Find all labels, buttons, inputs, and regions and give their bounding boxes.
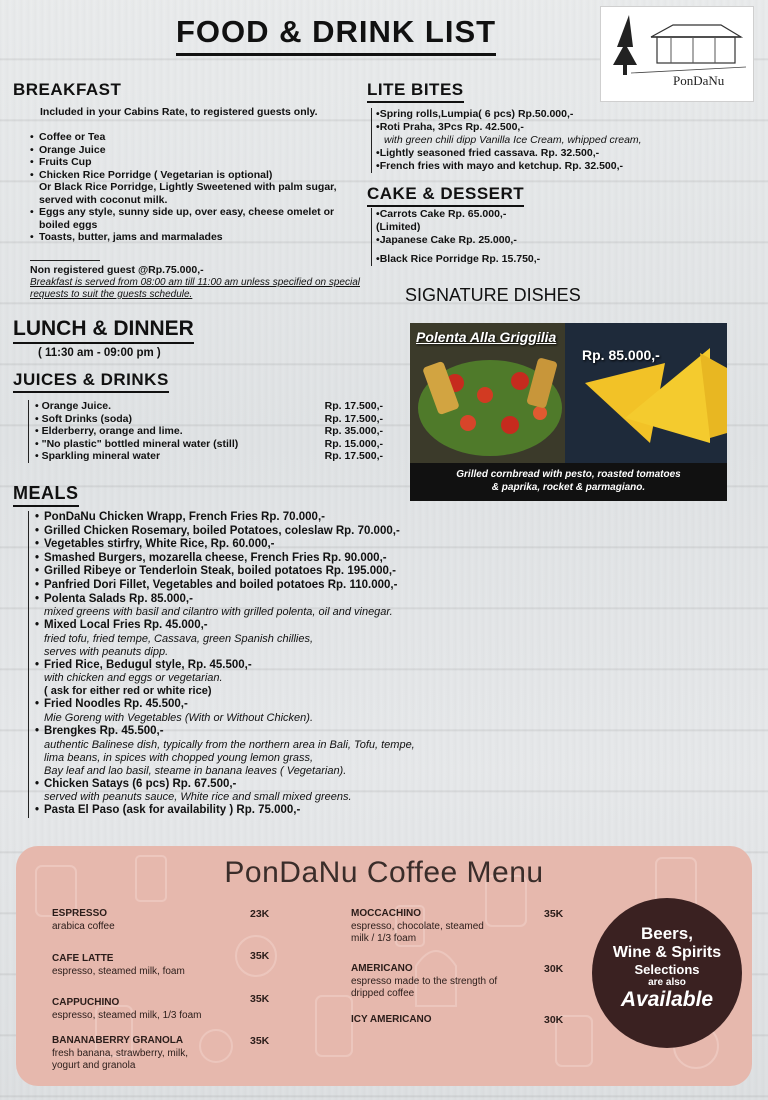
- coffee-item: ESPRESSO arabica coffee: [52, 908, 115, 932]
- juice-price: Rp. 15.000,-: [324, 437, 383, 450]
- lunch-hours: ( 11:30 am - 09:00 pm ): [38, 347, 161, 359]
- breakfast-heading: BREAKFAST: [13, 80, 122, 99]
- breakfast-intro: Included in your Cabins Rate, to registered guests only.: [40, 106, 318, 118]
- badge-line: are also: [648, 977, 686, 988]
- list-item: • Fruits Cup: [30, 156, 350, 169]
- list-item: • Eggs any style, sunny side up, over easy, cheese omelet or boiled eggs: [30, 206, 350, 231]
- coffee-item: AMERICANO espresso made to the strength of dripped coffee: [351, 963, 498, 999]
- signature-heading: SIGNATURE DISHES: [405, 285, 581, 305]
- coffee-menu-panel: [16, 846, 752, 1086]
- divider: [30, 260, 100, 261]
- list-item: •Japanese Cake Rp. 25.000,-: [376, 234, 517, 246]
- signature-dish-name: Polenta Alla Griggilia: [416, 329, 557, 345]
- lite-bites-list: [371, 108, 676, 173]
- breakfast-serving-note: Breakfast is served from 08:00 am till 11:00 am unless specified on special requests to suit the guests schedule.: [30, 277, 360, 300]
- list-item: • Orange Juice. Rp. 17.500,-: [35, 400, 383, 412]
- juice-name: Sparkling mineral water: [41, 450, 161, 462]
- list-item: • "No plastic" bottled mineral water (still) Rp. 15.000,-: [35, 437, 383, 450]
- pondanu-logo: [600, 6, 754, 102]
- list-item: • Brengkes Rp. 45.500,- authentic Balinese dish, typically from the northern area in Bali, Tofu, tempe, lima beans, in spices with chopped young lemon grass, Bay leaf and lao basil, steame in banana leaves ( Vegetarian).: [35, 725, 535, 778]
- coffee-price: 35K: [250, 993, 270, 1005]
- list-item: • Pasta El Paso (ask for availability ) Rp. 75.000,-: [35, 804, 535, 818]
- coffee-price: 35K: [544, 908, 564, 920]
- list-item: •Spring rolls,Lumpia( 6 pcs) Rp.50.000,-: [376, 108, 574, 120]
- list-item: • Soft Drinks (soda) Rp. 17.500,-: [35, 412, 383, 425]
- coffee-item: CAFE LATTE espresso, steamed milk, foam: [52, 953, 185, 977]
- coffee-price: 35K: [250, 1035, 270, 1047]
- list-item: • Grilled Ribeye or Tenderloin Steak, boiled potatoes Rp. 195.000,-: [35, 565, 535, 579]
- list-item: •Black Rice Porridge Rp. 15.750,-: [376, 253, 541, 265]
- coffee-price: 30K: [544, 963, 564, 975]
- list-item: • Chicken Rice Porridge ( Vegetarian is optional) Or Black Rice Porridge, Lightly Sweetened with palm sugar, served with coconut milk.: [30, 169, 350, 207]
- roti-note: with green chili dipp Vanilla Ice Cream, whipped cream,: [384, 134, 642, 146]
- meals-heading: MEALS: [13, 483, 79, 507]
- cake-list: [371, 208, 636, 266]
- list-item: •Roti Praha, 3Pcs Rp. 42.500,-: [376, 121, 524, 133]
- list-item: • Coffee or Tea: [30, 131, 350, 144]
- badge-line: Available: [620, 988, 714, 1011]
- list-item: • Orange Juice: [30, 144, 350, 157]
- meals-list: [28, 511, 535, 818]
- list-item: • Fried Rice, Bedugul style, Rp. 45.500,- with chicken and eggs or vegetarian. ( ask for either red or white rice): [35, 659, 535, 699]
- list-item: • Fried Noodles Rp. 45.500,- Mie Goreng with Vegetables (With or Without Chicken).: [35, 698, 535, 725]
- coffee-item: CAPPUCHINO espresso, steamed milk, 1/3 foam: [52, 997, 202, 1021]
- list-item: • Chicken Satays (6 pcs) Rp. 67.500,- served with peanuts sauce, White rice and small mixed greens.: [35, 778, 535, 805]
- coffee-menu-title: PonDaNu Coffee Menu: [224, 856, 544, 889]
- coffee-price: 30K: [544, 1014, 564, 1026]
- juice-price: Rp. 35.000,-: [324, 425, 383, 437]
- coffee-price: 23K: [250, 908, 270, 920]
- badge-line: Selections: [634, 962, 700, 977]
- coffee-item: MOCCACHINO espresso, chocolate, steamed milk / 1/3 foam: [351, 908, 484, 944]
- juices-heading: JUICES & DRINKS: [13, 370, 169, 393]
- juice-name: "No plastic" bottled mineral water (still): [41, 437, 239, 450]
- list-item: • Sparkling mineral water Rp. 17.500,-: [35, 450, 383, 462]
- list-item: •French fries with mayo and ketchup. Rp. 32.500,-: [376, 160, 624, 172]
- list-item: •Lightly seasoned fried cassava. Rp. 32.500,-: [376, 147, 600, 159]
- list-item: • PonDaNu Chicken Wrapp, French Fries Rp. 70.000,-: [35, 511, 535, 525]
- juice-price: Rp. 17.500,-: [324, 400, 383, 412]
- caption-line: & paprika, rocket & parmagiano.: [491, 482, 646, 493]
- coffee-item: BANANABERRY GRANOLA fresh banana, strawberry, milk, yogurt and granola: [52, 1035, 188, 1071]
- list-item: • Mixed Local Fries Rp. 45.000,- fried tofu, fried tempe, Cassava, green Spanish chillies, serves with peanuts dipp.: [35, 619, 535, 659]
- logo-text: PonDaNu: [673, 73, 725, 88]
- list-item: • Toasts, butter, jams and marmalades: [30, 231, 350, 244]
- juice-name: Elderberry, orange and lime.: [41, 425, 183, 437]
- breakfast-list: [30, 131, 350, 244]
- lunch-dinner-heading: LUNCH & DINNER: [13, 317, 194, 344]
- coffee-price: 35K: [250, 950, 270, 962]
- cake-dessert-heading: CAKE & DESSERT: [367, 184, 524, 207]
- signature-caption: [410, 468, 727, 494]
- coffee-item: ICY AMERICANO: [351, 1014, 432, 1025]
- list-item: •Carrots Cake Rp. 65.000,- (Limited): [376, 208, 507, 233]
- list-item: • Smashed Burgers, mozarella cheese, French Fries Rp. 90.000,-: [35, 552, 535, 566]
- signature-dish-photo: [410, 323, 727, 501]
- badge-line: Beers,: [641, 924, 693, 943]
- page-title: FOOD & DRINK LIST: [176, 14, 496, 56]
- juice-name: Soft Drinks (soda): [41, 412, 133, 425]
- list-item: • Grilled Chicken Rosemary, boiled Potatoes, coleslaw Rp. 70.000,-: [35, 525, 535, 539]
- list-item: • Panfried Dori Fillet, Vegetables and boiled potatoes Rp. 110.000,-: [35, 579, 535, 593]
- juice-price: Rp. 17.500,-: [324, 450, 383, 462]
- juice-name: Orange Juice.: [41, 400, 112, 412]
- juice-price: Rp. 17.500,-: [324, 412, 383, 425]
- list-item: • Polenta Salads Rp. 85.000,- mixed greens with basil and cilantro with grilled polenta, oil and vinegar.: [35, 593, 535, 620]
- signature-dish-price: Rp. 85.000,-: [582, 347, 660, 363]
- list-item: • Vegetables stirfry, White Rice, Rp. 60.000,-: [35, 538, 535, 552]
- juices-list: [28, 400, 383, 463]
- badge-line: Wine & Spirits: [612, 944, 722, 961]
- caption-line: Grilled cornbread with pesto, roasted tomatoes: [456, 469, 681, 480]
- non-registered-price: Non registered guest @Rp.75.000,-: [30, 264, 204, 276]
- beers-wine-spirits-badge: [592, 898, 742, 1048]
- lite-bites-heading: LITE BITES: [367, 80, 464, 103]
- list-item: • Elderberry, orange and lime. Rp. 35.000,-: [35, 425, 383, 437]
